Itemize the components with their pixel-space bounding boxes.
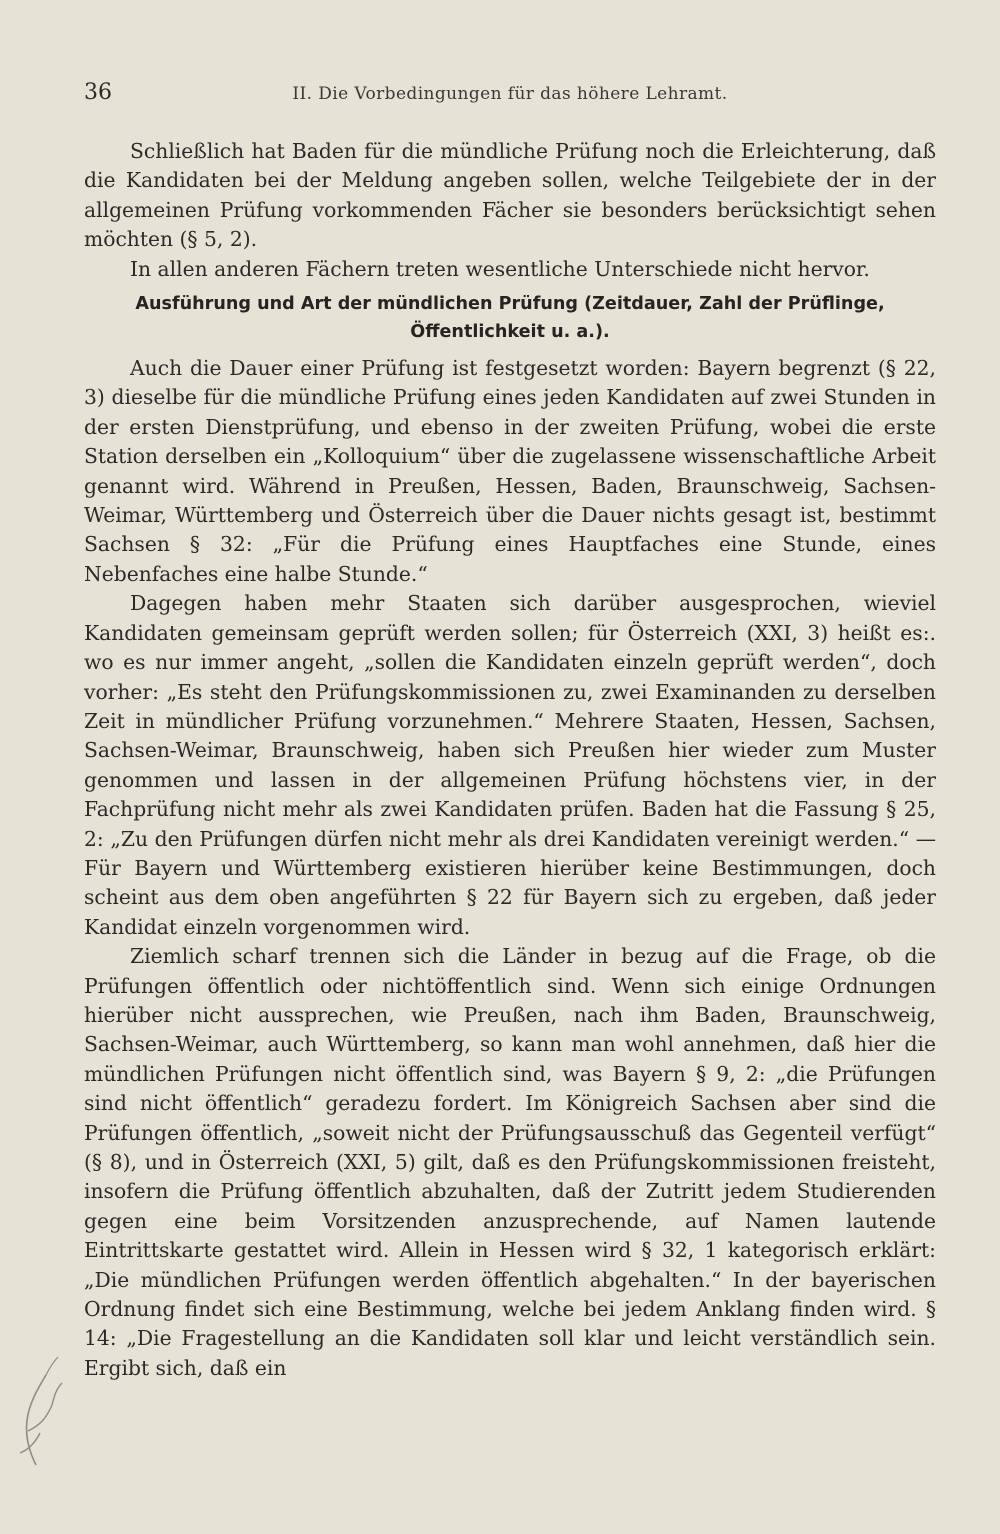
paragraph: Schließlich hat Baden für die mündliche Prüfung noch die Erleichterung, daß die Kandidaten bei der Meldung angeben sollen, welche Teilgebiete der in der allgemeinen Prüfung vorkommenden Fächer sie besonders berücksichtigt sehen möchten (§ 5, 2). [84,139,936,252]
paragraph: Dagegen haben mehr Staaten sich darüber ausgesprochen, wieviel Kandidaten gemeinsam geprüft werden sollen; für Österreich (XXI, 3) heißt es:. wo es nur immer angeht, „sollen die Kandidaten einzeln geprüft werden“, doch vorher: „Es steht den Prüfungskommissionen zu, zwei Examinanden zu derselben Zeit in mündlicher Prüfung vorzunehmen.“ Mehrere Staaten, Hessen, Sachsen, Sachsen-Weimar, Braunschweig, haben sich Preußen hier wieder zum Muster genommen und lassen in der allgemeinen Prüfung höchstens vier, in der Fachprüfung nicht mehr als zwei Kandidaten prüfen. Baden hat die Fassung § 25, 2: „Zu den Prüfungen dürfen nicht mehr als drei Kandidaten vereinigt werden.“ — Für Bayern und Württemberg existieren hierüber keine Bestimmungen, doch scheint aus dem oben angeführten § 22 für Bayern sich zu ergeben, daß jeder Kandidat einzeln vorgenommen wird. [84,591,936,939]
running-title: II. Die Vorbedingungen für das höhere Lehramt. [292,84,728,104]
paragraph: Ziemlich scharf trennen sich die Länder in bezug auf die Frage, ob die Prüfungen öffentlich oder nichtöffentlich sind. Wenn sich einige Ordnungen hierüber nicht aussprechen, wie Preußen, nach ihm Baden, Braunschweig, Sachsen-Weimar, auch Württemberg, so kann man wohl annehmen, daß hier die mündlichen Prüfungen nicht öffentlich sind, was Bayern § 9, 2: „die Prüfungen sind nicht öffentlich“ geradezu fordert. Im Königreich Sachsen aber sind die Prüfungen öffentlich, „soweit nicht der Prüfungsausschuß das Gegenteil verfügt“ (§ 8), und in Österreich (XXI, 5) gilt, daß es den Prüfungskommissionen freisteht, insofern die Prüfung öffentlich abzuhalten, daß der Zutritt jedem Studierenden gegen eine beim Vorsitzenden anzusprechende, auf Namen lautende Eintrittskarte gestattet wird. Allein in Hessen wird § 32, 1 kategorisch erklärt: „Die mündlichen Prüfungen werden öffentlich abgehalten.“ In der bayerischen Ordnung findet sich eine Bestimmung, welche bei jedem Anklang finden wird. § 14: „Die Fragestellung an die Kandidaten soll klar und leicht verständlich sein. Ergibt sich, daß ein [84,944,936,1380]
page-header [84,80,936,114]
paragraph: Auch die Dauer einer Prüfung ist festgesetzt worden: Bayern begrenzt (§ 22, 3) dieselbe für die mündliche Prüfung eines jeden Kandidaten auf zwei Stunden in der ersten Dienstprüfung, und ebenso in der zweiten Prüfung, wobei die erste Station derselben ein „Kolloquium“ über die zugelassene wissenschaftliche Arbeit genannt wird. Während in Preußen, Hessen, Baden, Braunschweig, Sachsen-Weimar, Württemberg und Österreich über die Dauer nichts gesagt ist, bestimmt Sachsen § 32: „Für die Prüfung eines Hauptfaches eine Stunde, eines Nebenfaches eine halbe Stunde.“ [84,356,936,586]
paragraph: In allen anderen Fächern treten wesentliche Unterschiede nicht hervor. [130,256,870,281]
body-text [84,137,936,1383]
page-number: 36 [84,80,112,105]
pencil-margin-annotation [6,1345,76,1475]
section-heading: Ausführung und Art der mündlichen Prüfung (Zeitdauer, Zahl der Prüflinge, Öffentlichkeit u. a.). [135,294,885,343]
